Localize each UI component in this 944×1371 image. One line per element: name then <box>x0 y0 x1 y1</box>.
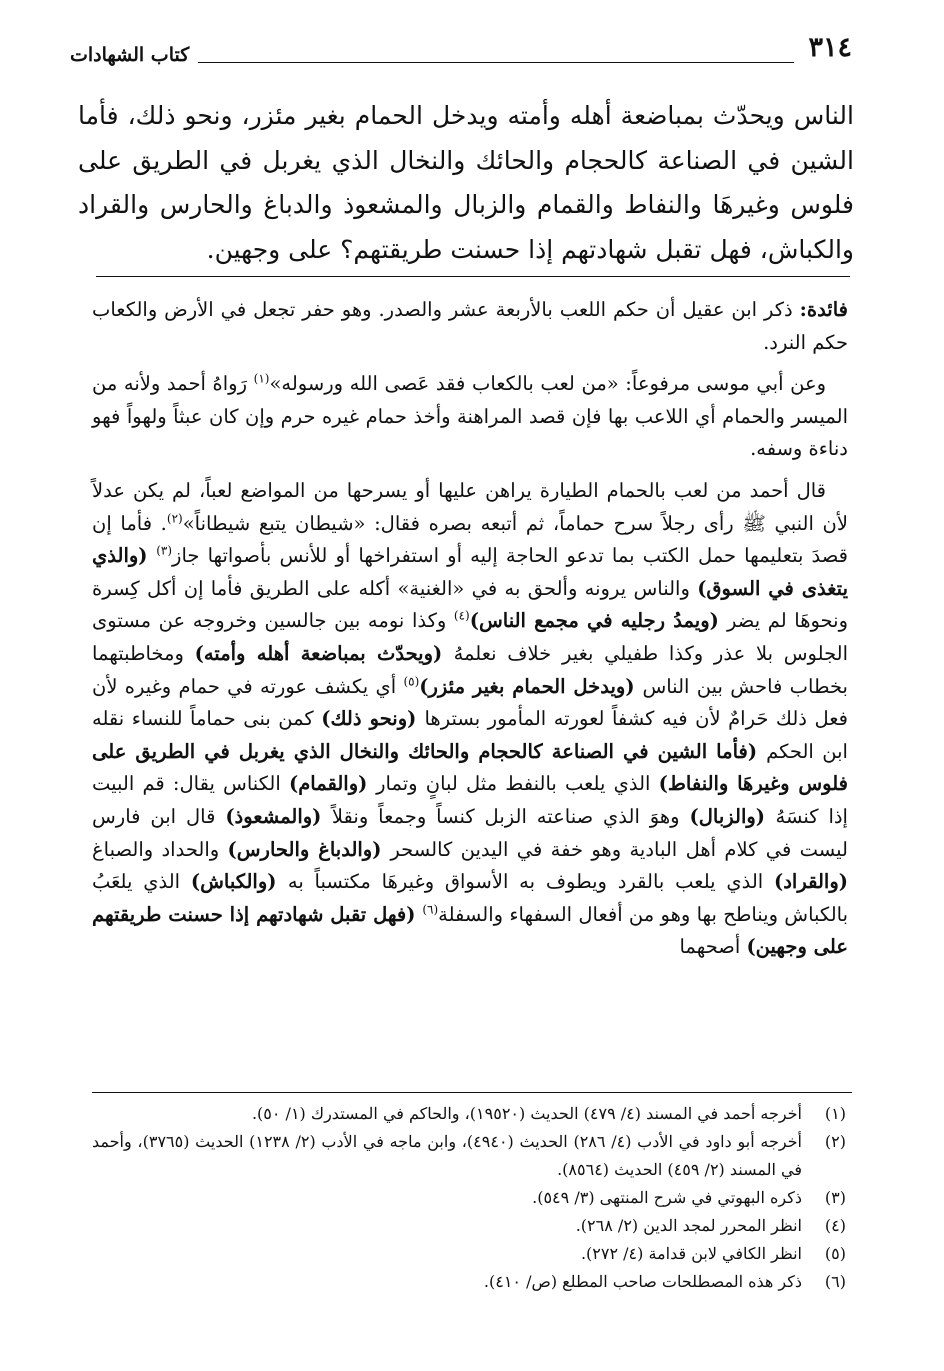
commentary-text: قال أحمد من لعب بالحمام الطيارة يراهن عليها أو يسرحها من المواضع لعباً، لم يكن عدلاً لأن النبي ﷺ رأى رجلاً سرح حماماً، ثم أتبعه بصره فقال: «شيطان يتبع شيطاناً» <box>92 478 848 535</box>
quoted-main-text: (فهل تقبل شهادتهم إذا حسنت طريقتهم على وجهين) <box>92 902 848 959</box>
footnote-item <box>92 1212 848 1240</box>
commentary-text: وعن أبي موسى مرفوعاً: «من لعب بالكعاب فقد عَصى الله ورسوله» <box>269 372 827 396</box>
main-text-paragraph: الناس ويحدّث بمباضعة أهله وأمته ويدخل الحمام بغير مئزر، ونحو ذلك، فأما الشين في الصناعة كالحجام والحائك والنخال الذي يغربل في الطريق على فلوس وغيرهَا والنفاط والقمام والزبال والمشعوذ والدباغ والحارس والقراد والكباش، فهل تقبل شهادتهم إذا حسنت طريقتهم؟ على وجهين. <box>78 101 854 264</box>
footnote-text: أخرجه أبو داود في الأدب (٤/ ٢٨٦) الحديث (٤٩٤٠)، وابن ماجه في الأدب (٢/ ١٢٣٨) الحديث (٣٧٦٥)، وأحمد في المسند (٢/ ٤٥٩) الحديث (٨٥٦٤). <box>92 1132 802 1179</box>
commentary-text: أصحهما <box>679 935 747 959</box>
footnotes <box>92 1100 848 1296</box>
quoted-main-text: (والكباش) <box>190 870 288 894</box>
commentary-text: رَواهُ أحمد ولأنه من الميسر والحمام أي اللاعب بها فإن قصد المراهنة وأخذ حمام غيره حرم وإن كان عبثاً ولهواً فهو دناءة وسفه. <box>92 372 848 461</box>
footnote-item <box>92 1184 848 1212</box>
footnote-number: (١) <box>824 1104 846 1123</box>
quoted-main-text: (فأما الشين في الصناعة كالحجام والحائك والنخال الذي يغربل في الطريق على فلوس وغيرهَا والنفاط) <box>92 739 848 796</box>
footnote-ref-3[interactable]: (٣) <box>156 543 173 558</box>
header-rule <box>198 62 794 63</box>
book-title: كتاب الشهادات <box>70 44 190 66</box>
quoted-main-text: (والقمام) <box>288 772 377 796</box>
commentary-text: الذي يلعب بالنفط مثل لبانٍ وتمار <box>376 772 659 796</box>
footnote-item <box>92 1240 848 1268</box>
footnote-number: (٤) <box>824 1216 846 1235</box>
footnote-ref-4[interactable]: (٤) <box>453 608 470 623</box>
quoted-main-text: (والقراد) <box>774 870 848 894</box>
commentary-text: ذكر ابن عقيل أن حكم اللعب بالأربعة عشر والصدر. وهو حفر تجعل في الأرض والكعاب حكم النرد. <box>92 298 848 354</box>
quoted-main-text: (والمشعوذ) <box>225 804 332 828</box>
footnote-ref-6[interactable]: (٦) <box>422 902 439 917</box>
commentary-text: والحداد والصباغ <box>92 837 228 861</box>
footnote-item <box>92 1100 848 1128</box>
footnote-number: (٥) <box>824 1244 846 1263</box>
quoted-main-text: (والذي يتغذى في السوق) <box>92 544 848 600</box>
commentary-text: قال ابن فارس ليست في كلام أهل البادية وهو خفة في اليدين كالسحر <box>92 804 848 861</box>
footnote-text: انظر الكافي لابن قدامة (٤/ ٢٧٢). <box>580 1244 802 1263</box>
commentary-text: الكناس يقال: قم البيت إذا كنسَهُ <box>92 772 848 828</box>
footnote-number: (٦) <box>824 1272 846 1291</box>
commentary-paragraph-2 <box>92 368 848 466</box>
commentary-text: ومخاطبتهما بخطاب فاحش بين الناس <box>92 641 848 698</box>
quoted-main-text: (ويدخل الحمام بغير مئزر) <box>419 674 643 698</box>
footnote-item <box>92 1268 848 1296</box>
commentary-text: وهوَ الذي صناعته الزبل كنساً وجمعاً ونقلاً <box>331 804 690 828</box>
footnote-text: ذكره البهوتي في شرح المنتهى (٣/ ٥٤٩). <box>532 1188 802 1207</box>
main-text <box>78 94 854 272</box>
footnote-ref-1[interactable]: (١) <box>253 371 270 386</box>
footnote-number: (٣) <box>824 1188 846 1207</box>
commentary-text: . فأما إن قصدَ بتعليمها حمل الكتب بما تدعو الحاجة إليه أو استفراخها أو للأنس بأصواتها جاز <box>92 511 849 568</box>
footnote-ref-5[interactable]: (٥) <box>403 674 420 689</box>
quoted-main-text: (ويحدّث بمباضعة أهله وأمته) <box>194 641 454 665</box>
commentary-text: أي يكشف عورته في حمام وغيره لأن فعل ذلك حَرامٌ لأن فيه كشفاً لعورته المأمور بسترها <box>92 674 848 731</box>
faida-label: فائدة: <box>799 298 848 321</box>
quoted-main-text: (ويمدُ رجليه في مجمع الناس) <box>469 609 728 633</box>
footnote-rule <box>92 1092 852 1093</box>
footnote-text: انظر المحرر لمجد الدين (٢/ ٢٦٨). <box>575 1216 802 1235</box>
commentary-text: كمن بنى حماماً للنساء نقله ابن الحكم <box>92 707 848 763</box>
footnote-text: أخرجه أحمد في المسند (٤/ ٤٧٩) الحديث (١٩٥٢٠)، والحاكم في المستدرك (١/ ٥٠). <box>251 1104 802 1123</box>
commentary-text: الذي يلعب بالقرد ويطوف به الأسواق وغيرهَا مكتسباً به <box>287 870 775 894</box>
running-header <box>70 32 852 72</box>
page-number: ٣١٤ <box>808 32 852 63</box>
text-divider <box>96 276 850 277</box>
commentary <box>92 294 848 964</box>
quoted-main-text: (والزبال) <box>689 804 776 828</box>
footnote-ref-2[interactable]: (٢) <box>166 511 183 526</box>
footnote-number: (٢) <box>824 1132 846 1151</box>
commentary-text: وكذا نومه بين جالسين وخروجه عن مستوى الجلوس بلا عذر وكذا طفيلي بغير خلاف نعلمهُ <box>92 609 849 665</box>
commentary-text: الذي يلعَبُ بالكباش ويناطح بها وهو من أفعال السفهاء والسفلة <box>92 870 849 926</box>
commentary-text: والناس يرونه وألحق به في «الغنية» أكله على الطريق فأما إن أكل كِسرة ونحوهَا لم يضر <box>92 576 848 633</box>
quoted-main-text: (ونحو ذلك) <box>321 707 425 731</box>
commentary-paragraph-3 <box>92 475 848 964</box>
footnote-item <box>92 1128 848 1184</box>
footnote-text: ذكر هذه المصطلحات صاحب المطلع (ص/ ٤١٠). <box>483 1272 802 1291</box>
commentary-paragraph-1 <box>92 294 848 359</box>
quoted-main-text: (والدباغ والحارس) <box>227 837 391 861</box>
